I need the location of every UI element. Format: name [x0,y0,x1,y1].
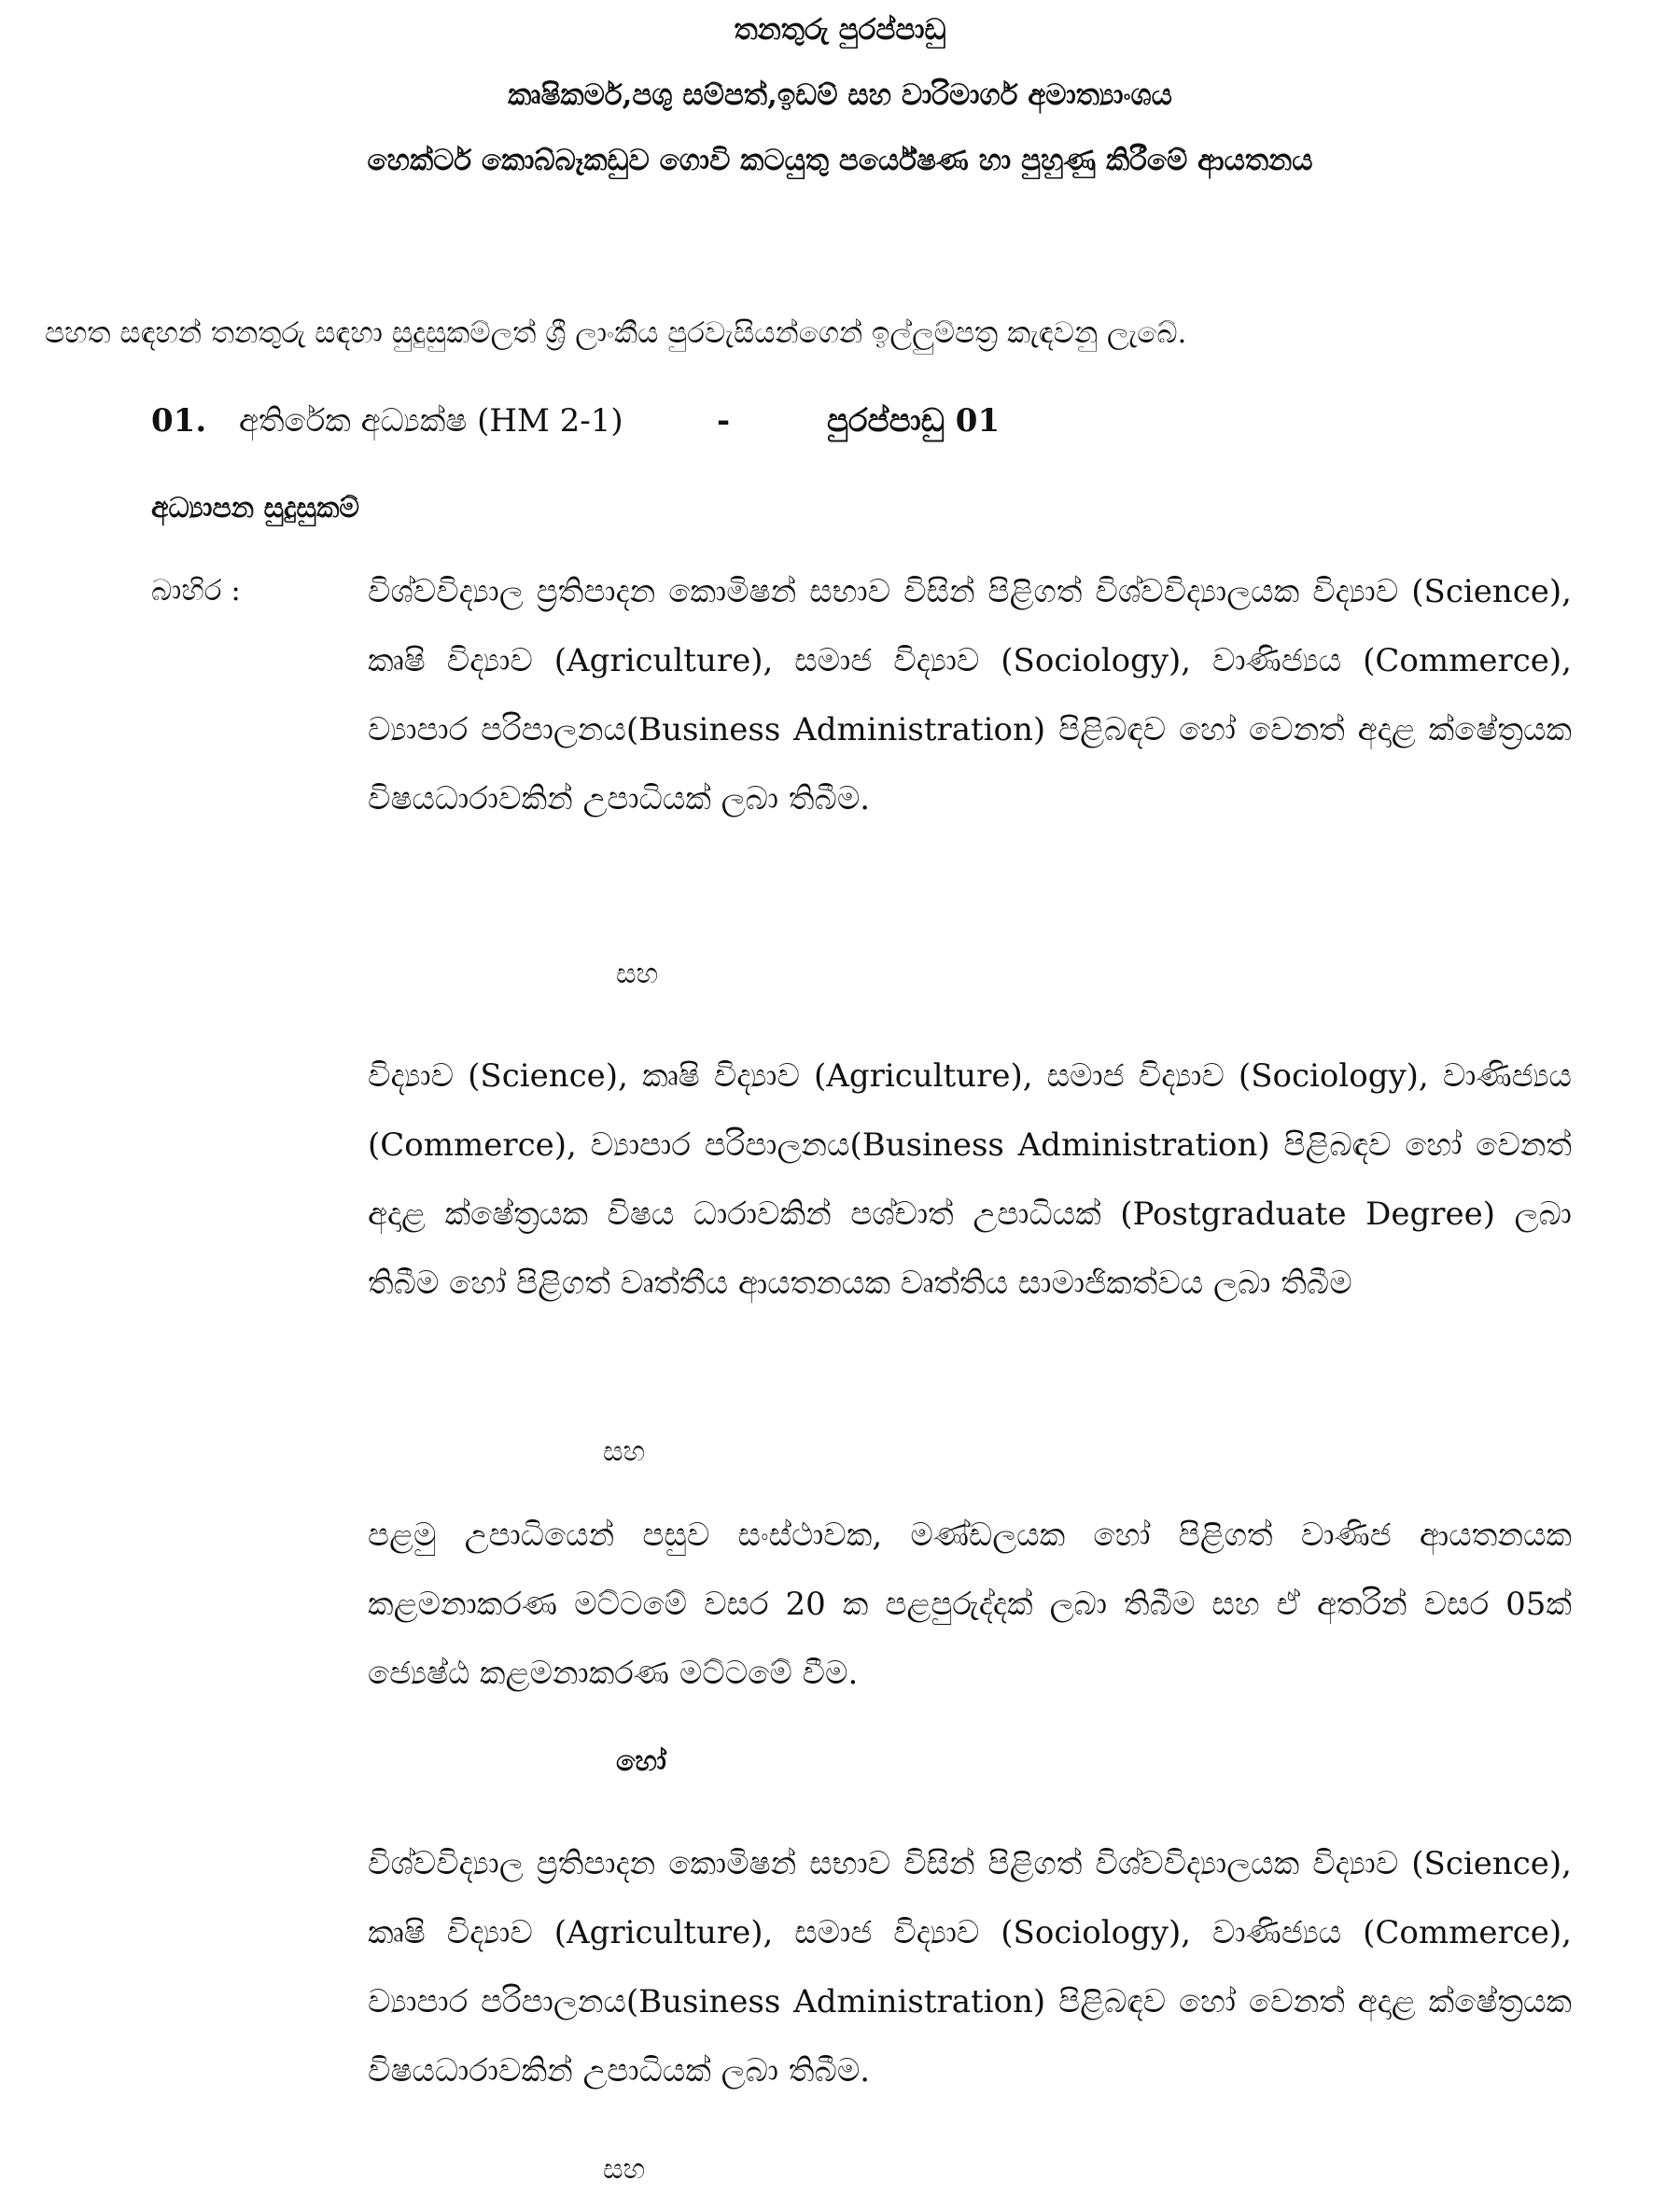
qualification-paragraph-4: විශ්වවිද්‍යාල ප්‍රතිපාදන කොමිෂන් සභාව විසින් පිළිගත් විශ්වවිද්‍යාලයක විද්‍යාව (Science), කෘෂි විද්‍යාව (Agriculture), සමාජ විද්‍යාව (Sociology), වාණිජ්‍යය (Commerce), ව්‍යාපාර පරිපාලනය(Business Administration) පිළිබඳව හෝ වෙනත් අදාළ ක්ෂේත්‍රයක විෂයධාරාවකින් උපාධියක් ලබා තිබීම. [368,1845,1572,2090]
intro-text: පහත සඳහන් තනතුරු සඳහා සුදුසුකම්ලත් ශ්‍රී ලාංකීය පුරවැසියන්ගෙන් ඉල්ලුම්පත්‍ර කැඳවනු ලැබේ. [45,316,1187,350]
section-title: අධ්‍යාපන සුදුසුකම් [151,492,359,524]
vacancies-heading: තනතුරු පුරප්පාඩු [734,13,946,47]
post-dash: - [717,402,731,440]
qualification-paragraph-2: විද්‍යාව (Science), කෘෂි විද්‍යාව (Agriculture), සමාජ විද්‍යාව (Sociology), වාණිජ්‍යය (Commerce), ව්‍යාපාර පරිපාලනය(Business Administration) පිළිබඳව හෝ වෙනත් අදාළ ක්ෂේත්‍රයක විෂය ධාරාවකින් පශ්චාත් උපාධියක් (Postgraduate Degree) ලබා තිබීම හෝ පිළිගත් වෘත්තීය ආයතනයක වෘත්තිය සාමාජිකත්වය ලබා තිබීම [368,1057,1572,1302]
institute-heading: හෙක්ටර් කොබ්බෑකඩුව ගොවි කටයුතු පර්යේෂණ හා පුහුණු කිරීමේ ආයතනය [367,144,1313,177]
post-vacancies: පුරප්පාඩු 01 [827,402,1001,440]
conjunction-and-1: සහ [616,958,659,990]
conjunction-or: හෝ [616,1745,666,1778]
post-number: 01. [151,402,207,440]
conjunction-and-3: සහ [603,2153,646,2186]
qualification-paragraph-1: විශ්වවිද්‍යාල ප්‍රතිපාදන කොමිෂන් සභාව විසින් පිළිගත් විශ්වවිද්‍යාලයක විද්‍යාව (Science), කෘෂි විද්‍යාව (Agriculture), සමාජ විද්‍යාව (Sociology), වාණිජ්‍යය (Commerce), ව්‍යාපාර පරිපාලනය(Business Administration) පිළිබඳව හෝ වෙනත් අදාළ ක්ෂේත්‍රයක විෂයධාරාවකින් උපාධියක් ලබා තිබීම. [368,573,1572,818]
post-title: අතිරේක අධ්‍යක්ෂ (HM 2-1) [239,402,623,440]
qualification-paragraph-3: පළමු උපාධියෙන් පසුව සංස්ථාවක, මණ්ඩලයක හෝ පිළිගත් වාණිජ ආයතනයක කළමනාකරණ මට්ටමේ වසර 20 ක පළපුරුද්දක් ලබා තිබීම සහ ඒ අතරින් වසර 05ක් ජ්‍යෙෂ්ඨ කළමනාකරණ මට්ටමේ වීම. [368,1517,1572,1692]
ministry-heading: කෘෂිකර්ම,පශු සම්පත්,ඉඩම් සහ වාරිමාර්ග අමාත්‍යාංශය [508,78,1172,112]
conjunction-and-2: සහ [603,1435,646,1468]
external-label: බාහිර : [151,574,241,608]
